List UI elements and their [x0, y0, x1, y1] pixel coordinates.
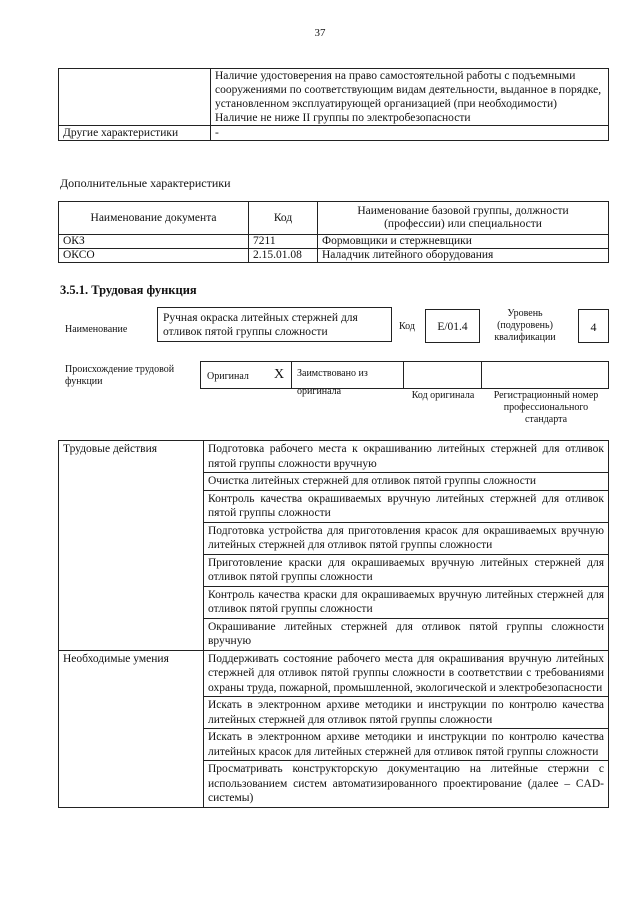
code-label: Код — [399, 321, 415, 332]
table-cell: 2.15.01.08 — [249, 249, 318, 263]
list-item: Очистка литейных стержней для отливок пятой группы сложности — [204, 473, 609, 491]
table-row — [59, 126, 609, 141]
labor-functions-table — [58, 440, 609, 808]
row-value — [211, 69, 609, 126]
column-header: Наименование документа — [59, 202, 249, 235]
name-label: Наименование — [65, 324, 128, 335]
function-heading: 3.5.1. Трудовая функция — [60, 283, 197, 297]
table-cell: Наладчик литейного оборудования — [318, 249, 609, 263]
column-header: Код — [249, 202, 318, 235]
row-label — [59, 69, 211, 126]
borrowed-label: Заимствовано из оригинала — [297, 368, 368, 397]
list-item: Контроль качества окрашиваемых вручную литейных стержней для отливок пятой группы сложности — [204, 490, 609, 522]
borrowed-box — [291, 361, 404, 397]
original-label: Оригинал — [207, 371, 249, 382]
table-cell: Формовщики и стержневщики — [318, 235, 609, 249]
section-label: Необходимые умения — [59, 650, 204, 807]
row-value: - — [211, 126, 609, 141]
code-box — [425, 309, 480, 343]
page-number: 37 — [314, 27, 326, 39]
original-code-box — [403, 361, 482, 389]
list-item: Подготовка устройства для приготовления красок для окрашиваемых вручную литейных стержней для отливок пятой группы сложности — [204, 522, 609, 554]
list-item: Искать в электронном архиве методики и инструкции по контролю качества литейных стержней для отливок пятой группы сложности — [204, 697, 609, 729]
table-cell: ОКЗ — [59, 235, 249, 249]
level-value: 4 — [590, 320, 597, 334]
origin-label: Происхождение трудовой функции — [65, 364, 175, 387]
function-name: Ручная окраска литейных стержней для отливок пятой группы сложности — [163, 312, 358, 338]
table-cell: ОКСО — [59, 249, 249, 263]
requirements-text: Наличие удостоверения на право самостоятельной работы с подъемными сооружениями по соответствующим видам деятельности, выданное в порядке, установленном эксплуатирующей организацией (при необходимости) Наличие не ниже II группы по электробезопасности — [215, 70, 602, 124]
original-box — [200, 361, 292, 389]
list-item: Искать в электронном архиве методики и инструкции по контролю качества литейных красок для литейных стержней для отливок пятой группы сложности — [204, 729, 609, 761]
list-item: Поддерживать состояние рабочего места для окрашивания вручную литейных стержней для отливок пятой группы сложности в соответствии с требованиями охраны труда, пожарной, промышленной, экологической и электробезопасности — [204, 650, 609, 697]
qualification-requirements-table — [58, 68, 609, 141]
column-header: Наименование базовой группы, должности (профессии) или специальности — [318, 202, 609, 235]
table-row — [59, 441, 609, 473]
table-row — [59, 69, 609, 126]
table-row — [59, 235, 609, 249]
original-code-label: Код оригинала — [411, 390, 475, 401]
table-header-row — [59, 202, 609, 235]
function-name-box — [157, 307, 392, 342]
row-label: Другие характеристики — [59, 126, 211, 141]
section-label: Трудовые действия — [59, 441, 204, 651]
original-mark: X — [274, 367, 285, 382]
table-row — [59, 249, 609, 263]
registration-number-box — [481, 361, 609, 389]
list-item: Просматривать конструкторскую документацию на литейные стержни с использованием систем автоматизированного проектирование (далее – CAD-системы) — [204, 761, 609, 808]
table-cell: 7211 — [249, 235, 318, 249]
level-label: Уровень (подуровень) квалификации — [494, 308, 556, 343]
level-box — [578, 309, 609, 343]
list-item: Окрашивание литейных стержней для отливок пятой группы сложности вручную — [204, 618, 609, 650]
additional-heading: Дополнительные характеристики — [60, 176, 231, 190]
function-code: E/01.4 — [437, 321, 468, 333]
list-item: Приготовление краски для окрашиваемых вручную литейных стержней для отливок пятой группы сложности — [204, 554, 609, 586]
additional-characteristics-table — [58, 201, 609, 263]
table-row — [59, 650, 609, 697]
list-item: Подготовка рабочего места к окрашиванию литейных стержней для отливок пятой группы сложности вручную — [204, 441, 609, 473]
list-item: Контроль качества краски для окрашиваемых вручную литейных стержней для отливок пятой группы сложности — [204, 586, 609, 618]
registration-number-label: Регистрационный номер профессионального стандарта — [493, 390, 599, 425]
